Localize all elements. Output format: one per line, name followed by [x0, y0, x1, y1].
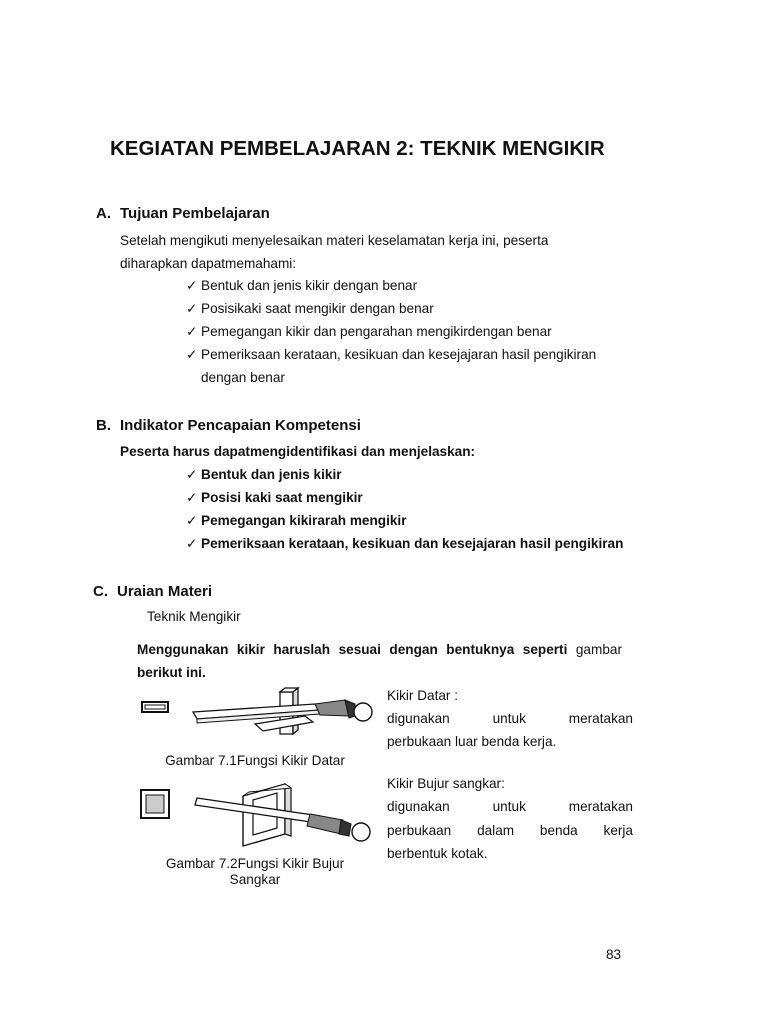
figure-7-2-desc-line3: berbentuk kotak.: [387, 846, 488, 861]
list-item: ✓ Pemegangan kikirarah mengikir: [186, 509, 623, 532]
list-item: ✓ Posisi kaki saat mengikir: [186, 486, 623, 509]
section-b-heading: [96, 417, 361, 434]
section-b-intro: Peserta harus dapatmengidentifikasi dan menjelaskan:: [120, 444, 476, 459]
section-c-heading: [93, 583, 212, 600]
list-item: ✓ Bentuk dan jenis kikir dengan benar: [186, 274, 596, 297]
figure-7-1-desc-line1: digunakan untuk meratakan: [387, 711, 633, 726]
section-a-checklist: [186, 274, 596, 389]
section-c-letter: C.: [93, 583, 108, 600]
checkmark-icon: ✓: [186, 467, 198, 482]
figure-7-2-caption-line2: Sangkar: [229, 872, 281, 887]
section-a-intro: [120, 229, 548, 275]
checkmark-icon: ✓: [186, 347, 198, 362]
checkmark-icon: ✓: [186, 513, 198, 528]
figure-7-2-desc-line2: perbukaan dalam benda kerja: [387, 823, 633, 838]
list-item: ✓ Pemeriksaan kerataan, kesikuan dan kesejajaran hasil pengikiran: [186, 343, 596, 366]
figure-7-1-desc-line2: perbukaan luar benda kerja.: [387, 734, 557, 749]
section-a-intro-line1: Setelah mengikuti menyelesaikan materi keselamatan kerja ini, peserta: [120, 233, 549, 248]
section-b-checklist: [186, 463, 623, 555]
section-a-intro-line2: diharapkan dapatmemahami:: [120, 256, 297, 271]
page-title: KEGIATAN PEMBELAJARAN 2: TEKNIK MENGIKIR: [110, 137, 605, 160]
section-c-paragraph: Menggunakan kikir haruslah sesuai dengan bentuknya seperti gambar berikut ini.: [137, 642, 622, 680]
checkmark-icon: ✓: [186, 490, 198, 505]
list-item: ✓ Posisikaki saat mengikir dengan benar: [186, 297, 596, 320]
figure-7-2-desc-line1: digunakan untuk meratakan: [387, 799, 633, 814]
checkmark-icon: ✓: [186, 536, 198, 551]
figure-7-2-caption-line1: Gambar 7.2Fungsi Kikir Bujur: [165, 856, 345, 871]
figure-7-2-caption: [140, 856, 370, 888]
checkmark-icon: ✓: [186, 324, 198, 339]
checkmark-icon: ✓: [186, 278, 198, 293]
section-a-title: Tujuan Pembelajaran: [120, 205, 270, 222]
checkmark-icon: ✓: [186, 301, 198, 316]
list-item-continuation: dengan benar: [201, 370, 285, 385]
page-number: 83: [606, 947, 622, 962]
list-item: ✓ Pemeriksaan kerataan, kesikuan dan kesejajaran hasil pengikiran: [186, 532, 623, 555]
section-b-letter: B.: [96, 417, 111, 434]
list-item: ✓ Bentuk dan jenis kikir: [186, 463, 623, 486]
section-c-subheading: Teknik Mengikir: [147, 609, 241, 624]
figure-7-1-desc-title: Kikir Datar :: [387, 688, 459, 703]
figure-7-1-illustration: [135, 686, 375, 746]
section-b-title: Indikator Pencapaian Kompetensi: [120, 417, 361, 434]
section-c-title: Uraian Materi: [117, 583, 213, 600]
figure-7-2-desc-title: Kikir Bujur sangkar:: [387, 776, 505, 791]
figure-7-1-caption: Gambar 7.1Fungsi Kikir Datar: [165, 753, 345, 768]
list-item: ✓ Pemegangan kikir dan pengarahan mengikirdengan benar: [186, 320, 596, 343]
section-a-letter: A.: [96, 205, 111, 222]
section-a-heading: [96, 205, 270, 222]
figure-7-2-illustration: [135, 776, 375, 856]
